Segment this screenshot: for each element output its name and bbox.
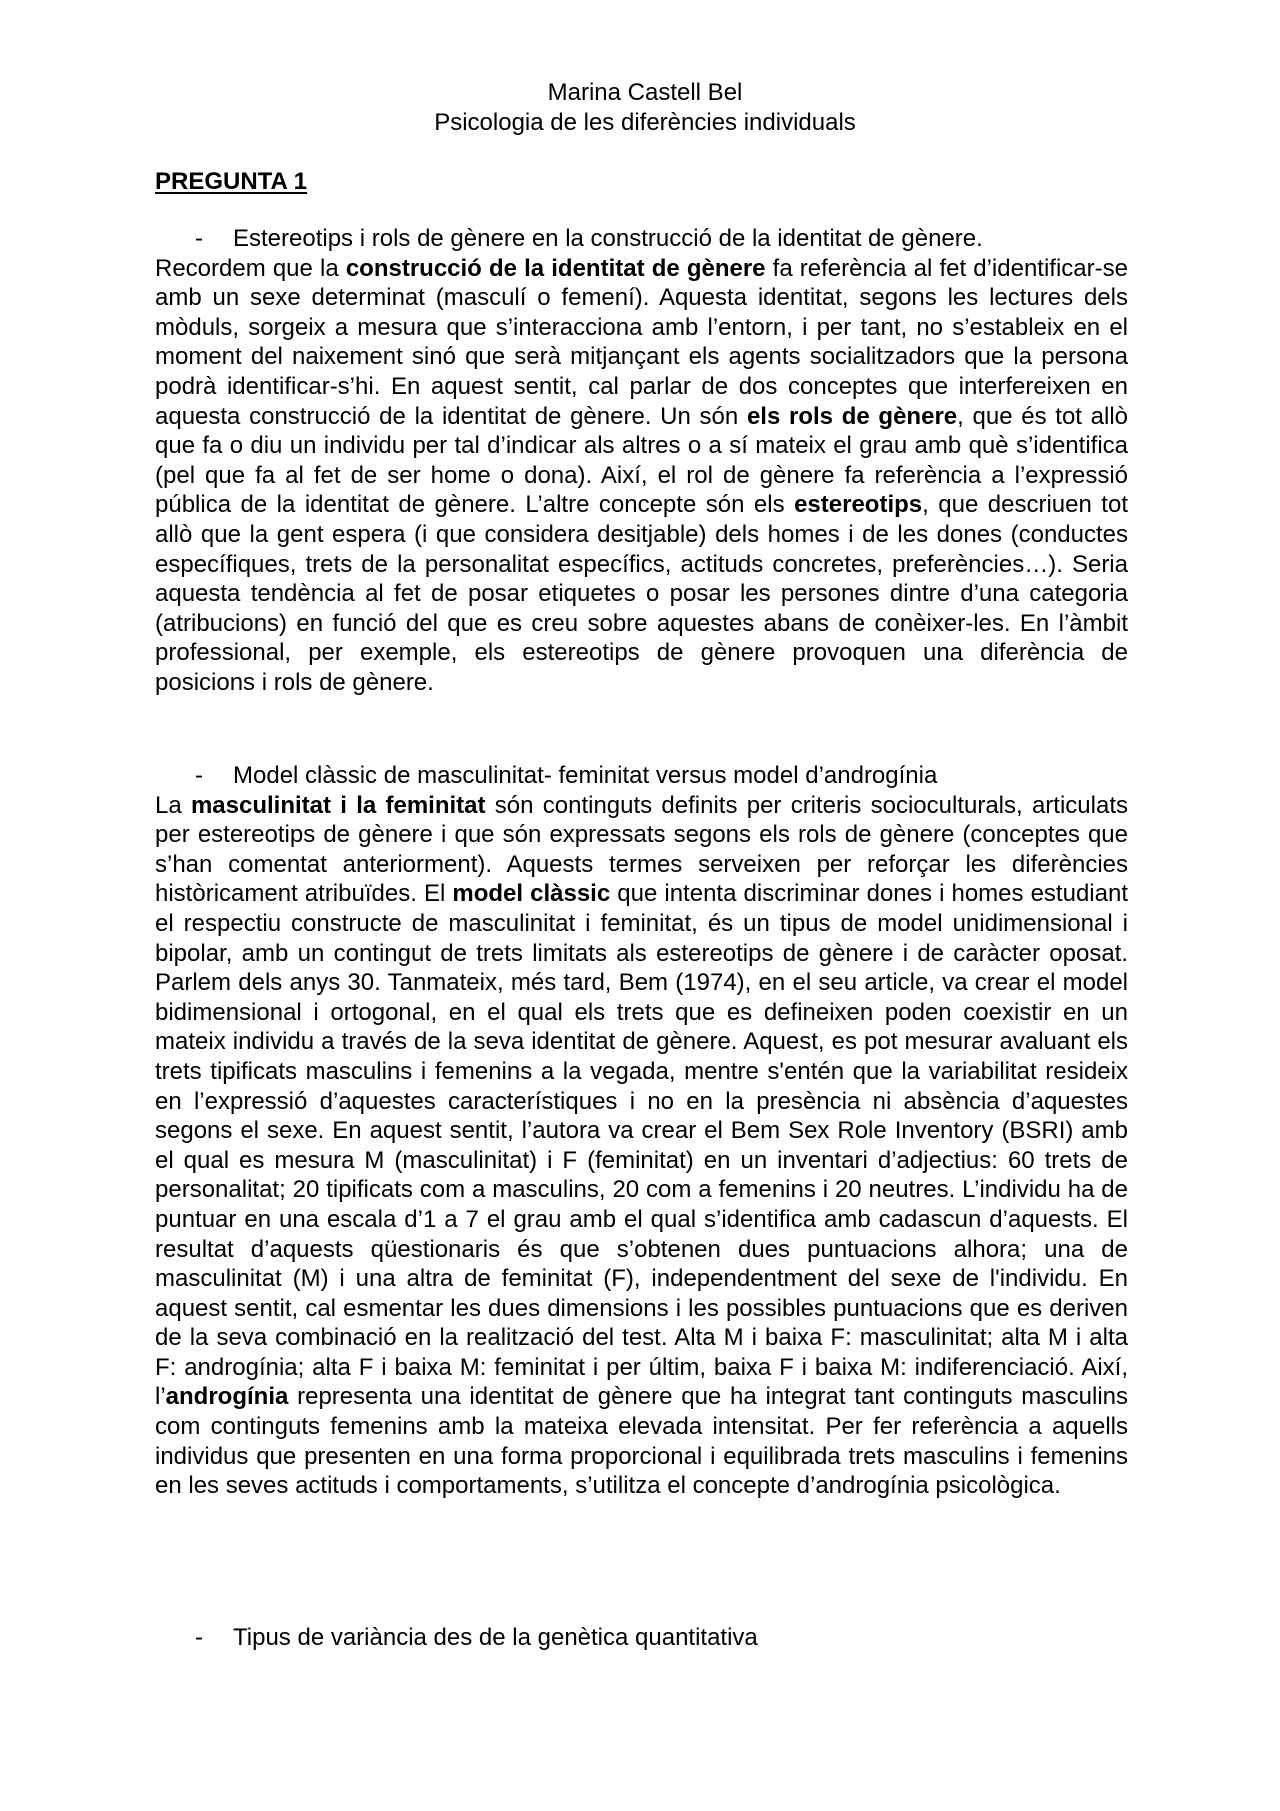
body-paragraph (155, 791, 1128, 1501)
bold-term: model clàssic (452, 880, 611, 908)
bold-term: androgínia (165, 1383, 289, 1411)
bold-term: estereotips (794, 491, 923, 519)
question-heading: PREGUNTA 1 (155, 168, 308, 195)
paragraph-text: fa referència al fet d’identificar-se amb un sexe determinat (masculí o femení). Aquesta identitat, segons les lectures dels mòduls, sorgeix a mesura que s’interacciona amb l’entorn, i per tant, no s’estableix en el moment del naixement sinó que serà mitjançant els agents socialitzadors que la persona podrà identificar-s’hi. En aquest sentit, cal parlar de dos conceptes que interfereixen en aquesta construcció de la identitat de gènere. Un són (155, 254, 1128, 430)
bold-term: masculinitat i la feminitat (190, 791, 486, 819)
paragraph-text: són continguts definits per criteris socioculturals, articulats per estereotips de gènere i que són expressats segons els rols de gènere (conceptes que s’han comentat anteriorment). Aquests termes serveixen per reforçar les diferències històricament atribuïdes. El (155, 791, 1128, 908)
bullet-dash: - (195, 225, 203, 252)
paragraph-text: representa una identitat de gènere que ha integrat tant continguts masculins com continguts femenins amb la mateixa elevada intensitat. Per fer referència a aquells individus que presenten en una forma proporcional i equilibrada trets masculins i femenins en les seves actituds i comportaments, s’utilitza el concepte d’androgínia psicològica. (155, 1383, 1128, 1500)
author-name: Marina Castell Bel (547, 79, 743, 106)
body-paragraph (155, 254, 1128, 698)
bold-term: construcció de la identitat de gènere (345, 254, 766, 282)
section-stereotypes (155, 224, 1128, 698)
bullet-text: Tipus de variància des de la genètica quantitativa (233, 1624, 758, 1651)
section-variance-genetics (155, 1623, 1128, 1653)
bullet-item (155, 761, 1128, 791)
bullet-item (155, 224, 1128, 254)
document-header (0, 78, 1280, 138)
bullet-dash: - (195, 762, 203, 789)
bold-term: els rols de gènere (746, 402, 958, 430)
subject-title: Psicologia de les diferències individuals (434, 109, 856, 136)
paragraph-text: , que descriuen tot allò que la gent espera (i que considera desitjable) dels homes i de les dones (conductes específiques, trets de la personalitat específics, actituds concretes, preferències…). Seria aquesta tendència al fet de posar etiquetes o posar les persones dintre d’una categoria (atribucions) en funció del que es creu sobre aquestes abans de conèixer-les. En l’àmbit professional, per exemple, els estereotips de gènere provoquen una diferència de posicions i rols de gènere. (155, 491, 1128, 696)
bullet-dash: - (195, 1624, 203, 1651)
bullet-text: Model clàssic de masculinitat- feminitat versus model d’androgínia (233, 762, 938, 789)
paragraph-text: que intenta discriminar dones i homes estudiant el respectiu constructe de masculinitat i feminitat, és un tipus de model unidimensional i bipolar, amb un contingut de trets limitats als estereotips de gènere i de caràcter oposat. Parlem dels anys 30. Tanmateix, més tard, Bem (1974), en el seu article, va crear el model bidimensional i ortogonal, en el qual els trets que es defineixen poden coexistir en un mateix individu a través de la seva identitat de gènere. Aquest, es pot mesurar avaluant els trets tipificats masculins i femenins a la vegada, mentre s'entén que la variabilitat resideix en l’expressió d’aquestes característiques i no en la presència ni absència d’aquestes segons el sexe. En aquest sentit, l’autora va crear el Bem Sex Role Inventory (BSRI) amb el qual es mesura M (masculinitat) i F (feminitat) en un inventari d’adjectius: 60 trets de personalitat; 20 tipificats com a masculins, 20 com a femenins i 20 neutres. L’individu ha de puntuar en una escala d’1 a 7 el grau amb el qual s’identifica amb cadascun d’aquests. El resultat d’aquests qüestionaris és que s’obtenen dues puntuacions alhora; una de masculinitat (M) i una altra de feminitat (F), independentment del sexe de l'individu. En aquest sentit, cal esmentar les dues dimensions i les possibles puntuacions que es deriven de la seva combinació en la realització del test. Alta M i baixa F: masculinitat; alta M i alta F: androgínia; alta F i baixa M: feminitat i per últim, baixa F i baixa M: indiferenciació. Així, l’ (155, 880, 1128, 1411)
paragraph-text: , que és tot allò que fa o diu un individu per tal d’indicar als altres o a sí mateix el grau amb què s’identifica (pel que fa al fet de ser home o dona). Així, el rol de gènere fa referència a l’expressió pública de la identitat de gènere. L’altre concepte són els (155, 402, 1129, 519)
section-masculinity-femininity (155, 761, 1128, 1501)
bullet-text: Estereotips i rols de gènere en la construcció de la identitat de gènere. (233, 225, 983, 252)
bullet-item (155, 1623, 1128, 1653)
paragraph-text: Recordem que la (155, 254, 346, 282)
paragraph-text: La (155, 791, 191, 819)
